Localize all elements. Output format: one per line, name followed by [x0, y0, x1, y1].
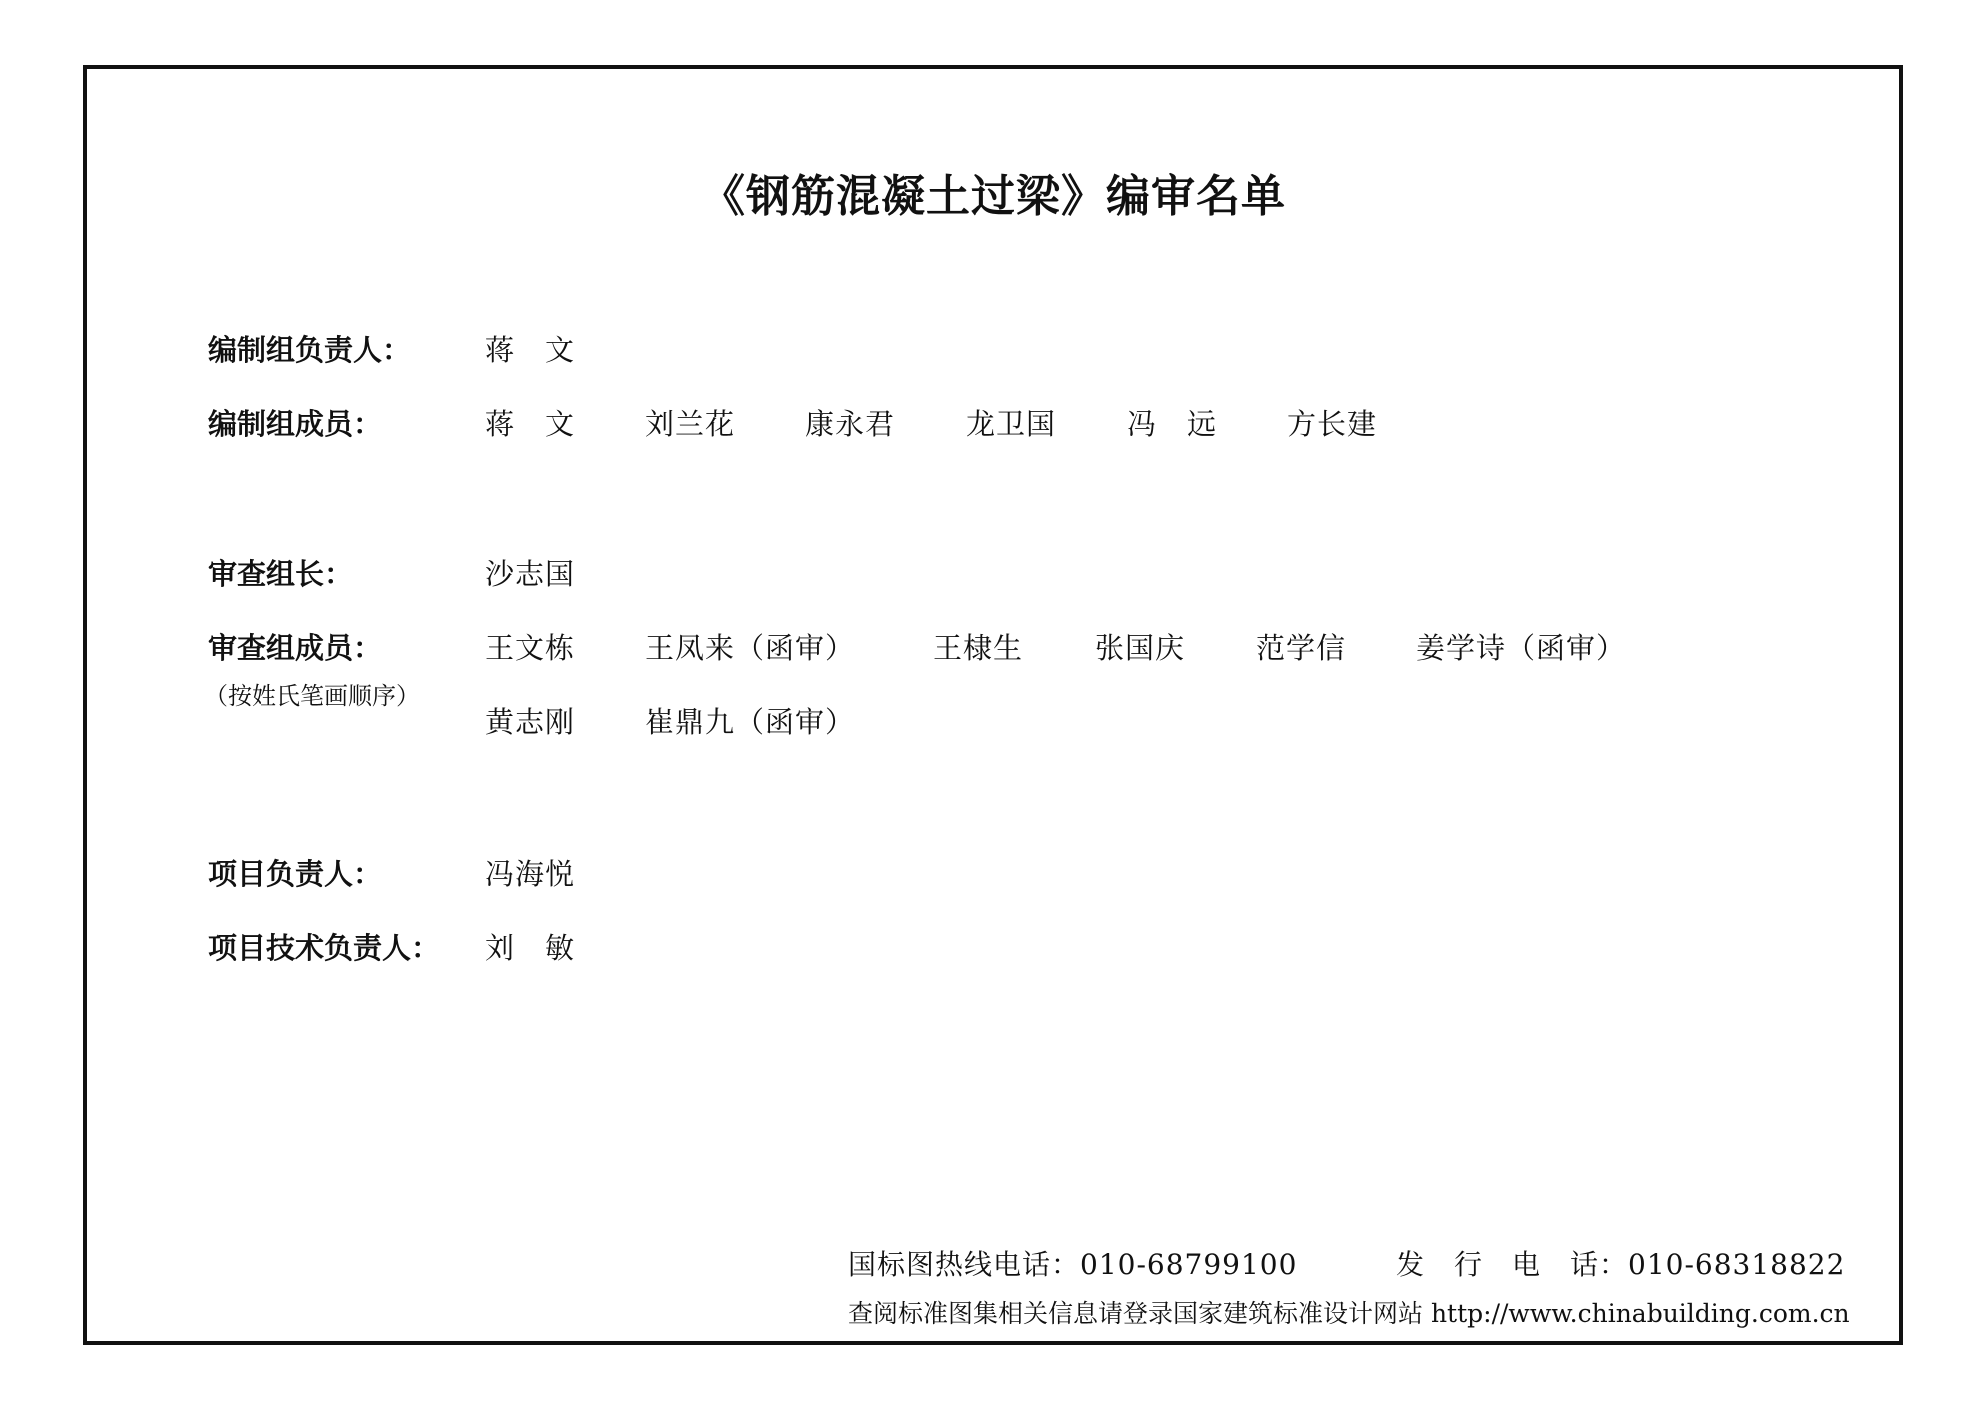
project-lead-name: 冯海悦	[485, 857, 576, 891]
review-member: 黄志刚	[485, 705, 576, 739]
compile-member: 冯 远	[1127, 407, 1218, 441]
compile-member: 龙卫国	[966, 407, 1057, 441]
review-member: 崔鼎九（函审）	[645, 705, 856, 739]
review-lead-name: 沙志国	[485, 557, 576, 591]
review-lead-label: 审查组长：	[208, 557, 354, 591]
tech-lead-label: 项目技术负责人：	[208, 931, 441, 965]
review-member: 张国庆	[1095, 631, 1186, 665]
review-member: 王文栋	[485, 631, 576, 665]
publish-phone-text: 发 行 电 话：010-68318822	[1396, 1248, 1846, 1281]
review-member: 姜学诗（函审）	[1416, 631, 1627, 665]
review-member: 王棣生	[933, 631, 1024, 665]
review-member: 王凤来（函审）	[645, 631, 856, 665]
review-members-label: 审查组成员：	[208, 631, 383, 665]
project-lead-label: 项目负责人：	[208, 857, 383, 891]
hotline-text: 国标图热线电话：010-68799100	[848, 1248, 1298, 1281]
compile-member: 康永君	[805, 407, 896, 441]
compile-member: 方长建	[1287, 407, 1378, 441]
website-note: 查阅标准图集相关信息请登录国家建筑标准设计网站 http://www.chinabuilding.com.cn	[848, 1299, 1850, 1328]
compile-lead-name: 蒋 文	[485, 333, 576, 367]
page-title: 《钢筋混凝土过梁》编审名单	[701, 171, 1286, 222]
compile-members-label: 编制组成员：	[208, 407, 383, 441]
review-member: 范学信	[1256, 631, 1347, 665]
tech-lead-name: 刘 敏	[485, 931, 576, 965]
compile-lead-label: 编制组负责人：	[208, 333, 412, 367]
compile-member: 蒋 文	[485, 407, 576, 441]
compile-member: 刘兰花	[645, 407, 736, 441]
review-members-note: （按姓氏笔画顺序）	[204, 682, 420, 710]
